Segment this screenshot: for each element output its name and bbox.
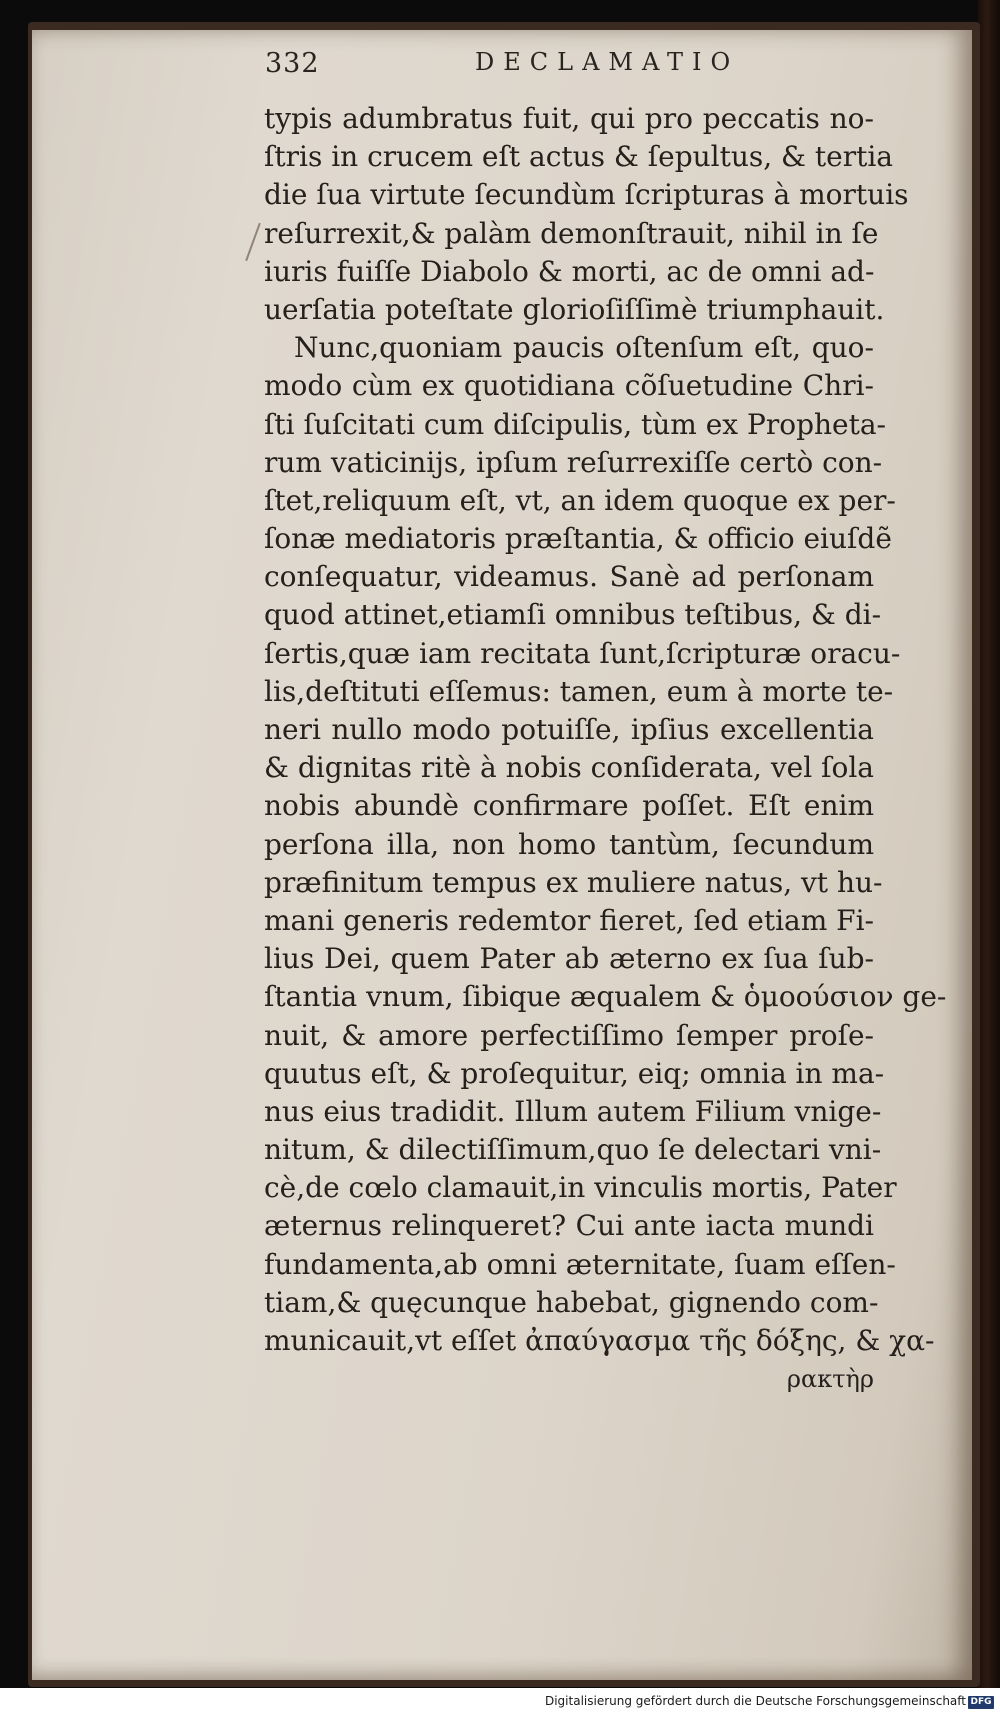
text-line: fundamenta,ab omni æternitate, ſuam eſſen-	[264, 1247, 896, 1281]
text-line: ſertis,quæ iam recitata ſunt,ſcripturæ oracu-	[264, 636, 901, 670]
dfg-logo-icon[interactable]: DFG	[968, 1696, 994, 1709]
catchword: ρακτὴρ	[786, 1365, 874, 1394]
text-line: conſequatur, videamus. Sanè ad perſonam	[264, 560, 874, 594]
page-header	[265, 48, 945, 88]
text-line: ſtet,reliquum eſt, vt, an idem quoque ex per-	[264, 483, 896, 517]
text-line: tiam,& quęcunque habebat, gignendo com-	[264, 1285, 879, 1319]
text-line: reſurrexit,& palàm demonſtrauit, nihil in ſe	[264, 216, 879, 250]
digitization-credit: Digitalisierung gefördert durch die Deutsche Forschungsgemeinschaft	[544, 1694, 966, 1708]
text-block	[264, 100, 947, 1398]
text-line: æternus relinqueret? Cui ante iacta mundi	[264, 1209, 874, 1243]
text-line: municauit,vt eſſet ἀπαύγασμα τῆς δόξης, & χα-	[264, 1324, 935, 1357]
text-line: neri nullo modo potuiſſe, ipſius excellentia	[264, 713, 874, 746]
text-line: Nunc,quoniam paucis oſtenſum eſt, quo-	[294, 331, 874, 365]
page-number: 332	[265, 48, 320, 79]
text-line: lius Dei, quem Pater ab æterno ex ſua ſub-	[264, 942, 874, 976]
text-line: rum vaticinijs, ipſum reſurrexiſſe certò con-	[264, 445, 883, 479]
text-line: ſtris in crucem eſt actus & ſepultus, & tertia	[264, 140, 893, 174]
text-line: & dignitas ritè à nobis conſiderata, vel ſola	[264, 751, 874, 785]
text-line: mani generis redemtor fieret, ſed etiam Fi-	[264, 903, 875, 937]
text-line: die ſua virtute ſecundùm ſcripturas à mortuis	[264, 178, 909, 212]
text-line: quutus eſt, & proſequitur, eiq; omnia in ma-	[264, 1056, 885, 1090]
text-line: ſti ſuſcitati cum diſcipulis, tùm ex Propheta-	[264, 407, 887, 441]
text-line: cè,de cœlo clamauit,in vinculis mortis, Pater	[264, 1171, 897, 1205]
text-line: nus eius tradidit. Illum autem Filium vnige-	[264, 1094, 882, 1128]
text-line: nitum, & dilectiſſimum,quo ſe delectari vni-	[264, 1133, 882, 1167]
running-head: DECLAMATIO	[475, 48, 740, 76]
text-line: nobis abundè confirmare poſſet. Eſt enim	[264, 789, 874, 823]
text-line: modo cùm ex quotidiana cõſuetudine Chri-	[264, 369, 874, 403]
text-line: quod attinet,etiamſi omnibus teſtibus, & di-	[264, 598, 882, 632]
text-line: lis,deſtituti eſſemus: tamen, eum à morte te-	[264, 674, 894, 708]
text-line: præfinitum tempus ex muliere natus, vt hu-	[264, 865, 883, 899]
text-line: perſona illa, non homo tantùm, ſecundum	[264, 827, 874, 861]
text-line: iuris fuiſſe Diabolo & morti, ac de omni ad-	[264, 254, 875, 288]
scanner-bed-edge	[978, 0, 1000, 1718]
text-line: ſtantia vnum, ſibique æqualem & ὁμοούσιον ge-	[264, 980, 947, 1014]
footer-bar	[0, 1688, 1000, 1718]
text-line: nuit, & amore perfectiſſimo ſemper proſe-	[264, 1018, 874, 1052]
text-line: typis adumbratus fuit, qui pro peccatis no-	[264, 102, 874, 135]
text-line: ſonæ mediatoris præſtantia, & officio eiuſdẽ	[264, 522, 892, 556]
text-line: uerſatia poteſtate glorioſiſſimè triumphauit.	[264, 292, 885, 326]
